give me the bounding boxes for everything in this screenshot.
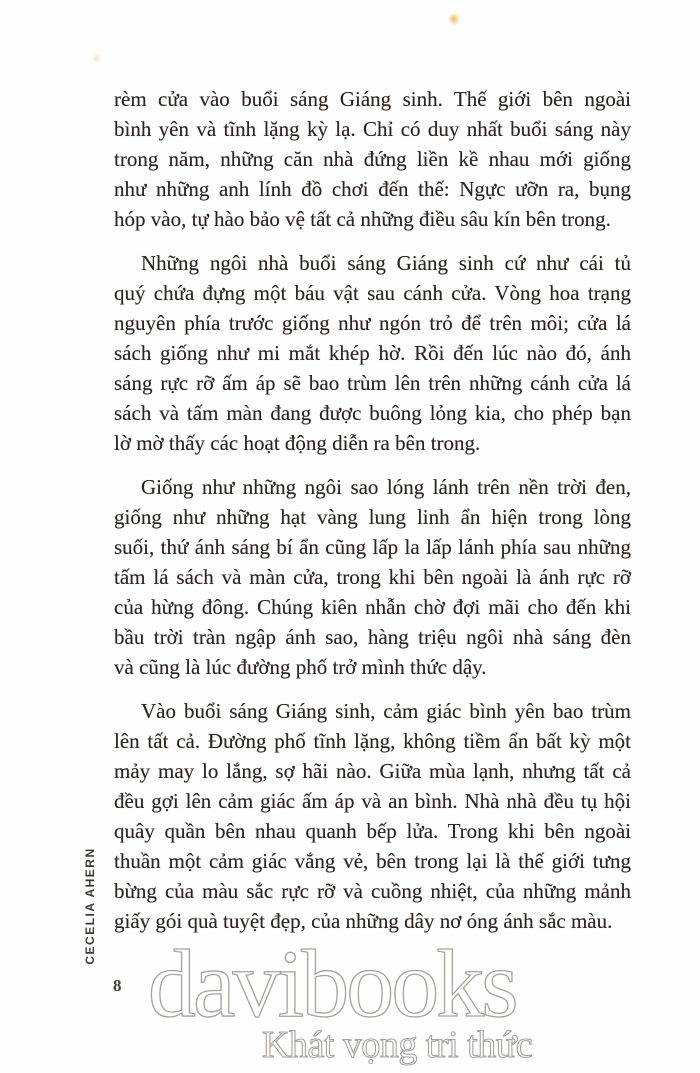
- paragraph: [114, 472, 631, 682]
- text-line: hóp vào, tự hào bảo vệ tất cả những điều sâu kín bên trong.: [114, 207, 611, 231]
- text-line: đều gợi lên cảm giác ấm áp và an bình. Nhà nhà đều tụ hội: [114, 789, 631, 813]
- watermark-slogan: Khát vọng tri thức: [262, 1024, 533, 1066]
- body-text: [114, 84, 631, 936]
- text-line: bầu trời tràn ngập ánh sao, hàng triệu ngôi nhà sáng đèn: [114, 625, 631, 649]
- text-line: sách và tấm màn đang được buông lỏng kia, cho phép bạn: [114, 401, 631, 425]
- watermark-brand: davibooks: [148, 930, 516, 1037]
- text-line: Những ngôi nhà buổi sáng Giáng sinh cứ như cái tủ: [141, 251, 631, 275]
- text-line: quây quần bên nhau quanh bếp lửa. Trong khi bên ngoài: [114, 819, 631, 843]
- text-line: mảy may lo lắng, sợ hãi nào. Giữa mùa lạnh, nhưng tất cả: [114, 759, 631, 783]
- text-line: thuần một cảm giác vắng vẻ, bên trong lại là thế giới tưng: [114, 849, 631, 873]
- text-line: và cũng là lúc đường phố trở mình thức dậy.: [114, 655, 487, 679]
- text-line: trong năm, những căn nhà đứng liền kề nhau mới giống: [114, 147, 631, 171]
- scan-speck: [92, 54, 101, 63]
- text-line: tấm lá sách và màn cửa, trong khi bên ngoài là ánh rực rỡ: [114, 565, 631, 589]
- text-line: lờ mờ thấy các hoạt động diễn ra bên trong.: [114, 431, 481, 455]
- author-sidebar-vertical: CECELIA AHERN: [83, 847, 97, 965]
- text-line: rèm cửa vào buổi sáng Giáng sinh. Thế giới bên ngoài: [114, 87, 631, 111]
- text-line: bình yên và tĩnh lặng kỳ lạ. Chỉ có duy nhất buổi sáng này: [114, 117, 631, 141]
- text-line: như những anh lính đồ chơi đến thế: Ngực ưỡn ra, bụng: [114, 177, 631, 201]
- text-line: bừng của màu sắc rực rỡ và cuồng nhiệt, của những mảnh: [114, 879, 631, 903]
- page-number: 8: [113, 976, 122, 995]
- paragraph: [114, 248, 631, 458]
- text-line: quý chứa đựng một báu vật sau cánh cửa. Vòng hoa trạng: [114, 281, 631, 305]
- paragraph: [114, 84, 631, 234]
- text-line: Vào buổi sáng Giáng sinh, cảm giác bình yên bao trùm: [141, 699, 631, 723]
- text-line: của hừng đông. Chúng kiên nhẫn chờ đợi mãi cho đến khi: [114, 595, 631, 619]
- paragraph: [114, 696, 631, 936]
- text-line: lên tất cả. Đường phố tĩnh lặng, không tiềm ẩn bất kỳ một: [114, 729, 631, 753]
- scan-speck: [448, 13, 460, 25]
- text-line: suối, thứ ánh sáng bí ẩn cũng lấp la lấp lánh phía sau những: [114, 535, 631, 559]
- text-line: sáng rực rỡ ấm áp sẽ bao trùm lên trên những cánh cửa lá: [114, 371, 631, 395]
- text-line: giống như những hạt vàng lung linh ẩn hiện trong lòng: [114, 505, 631, 529]
- text-line: Giống như những ngôi sao lóng lánh trên nền trời đen,: [141, 475, 631, 499]
- text-line: nguyên phía trước giống như ngón trỏ để trên môi; cửa lá: [114, 311, 631, 335]
- text-line: giấy gói quà tuyệt đẹp, của những dây nơ óng ánh sắc màu.: [114, 909, 613, 933]
- text-line: sách giống như mi mắt khép hờ. Rồi đến lúc nào đó, ánh: [114, 341, 631, 365]
